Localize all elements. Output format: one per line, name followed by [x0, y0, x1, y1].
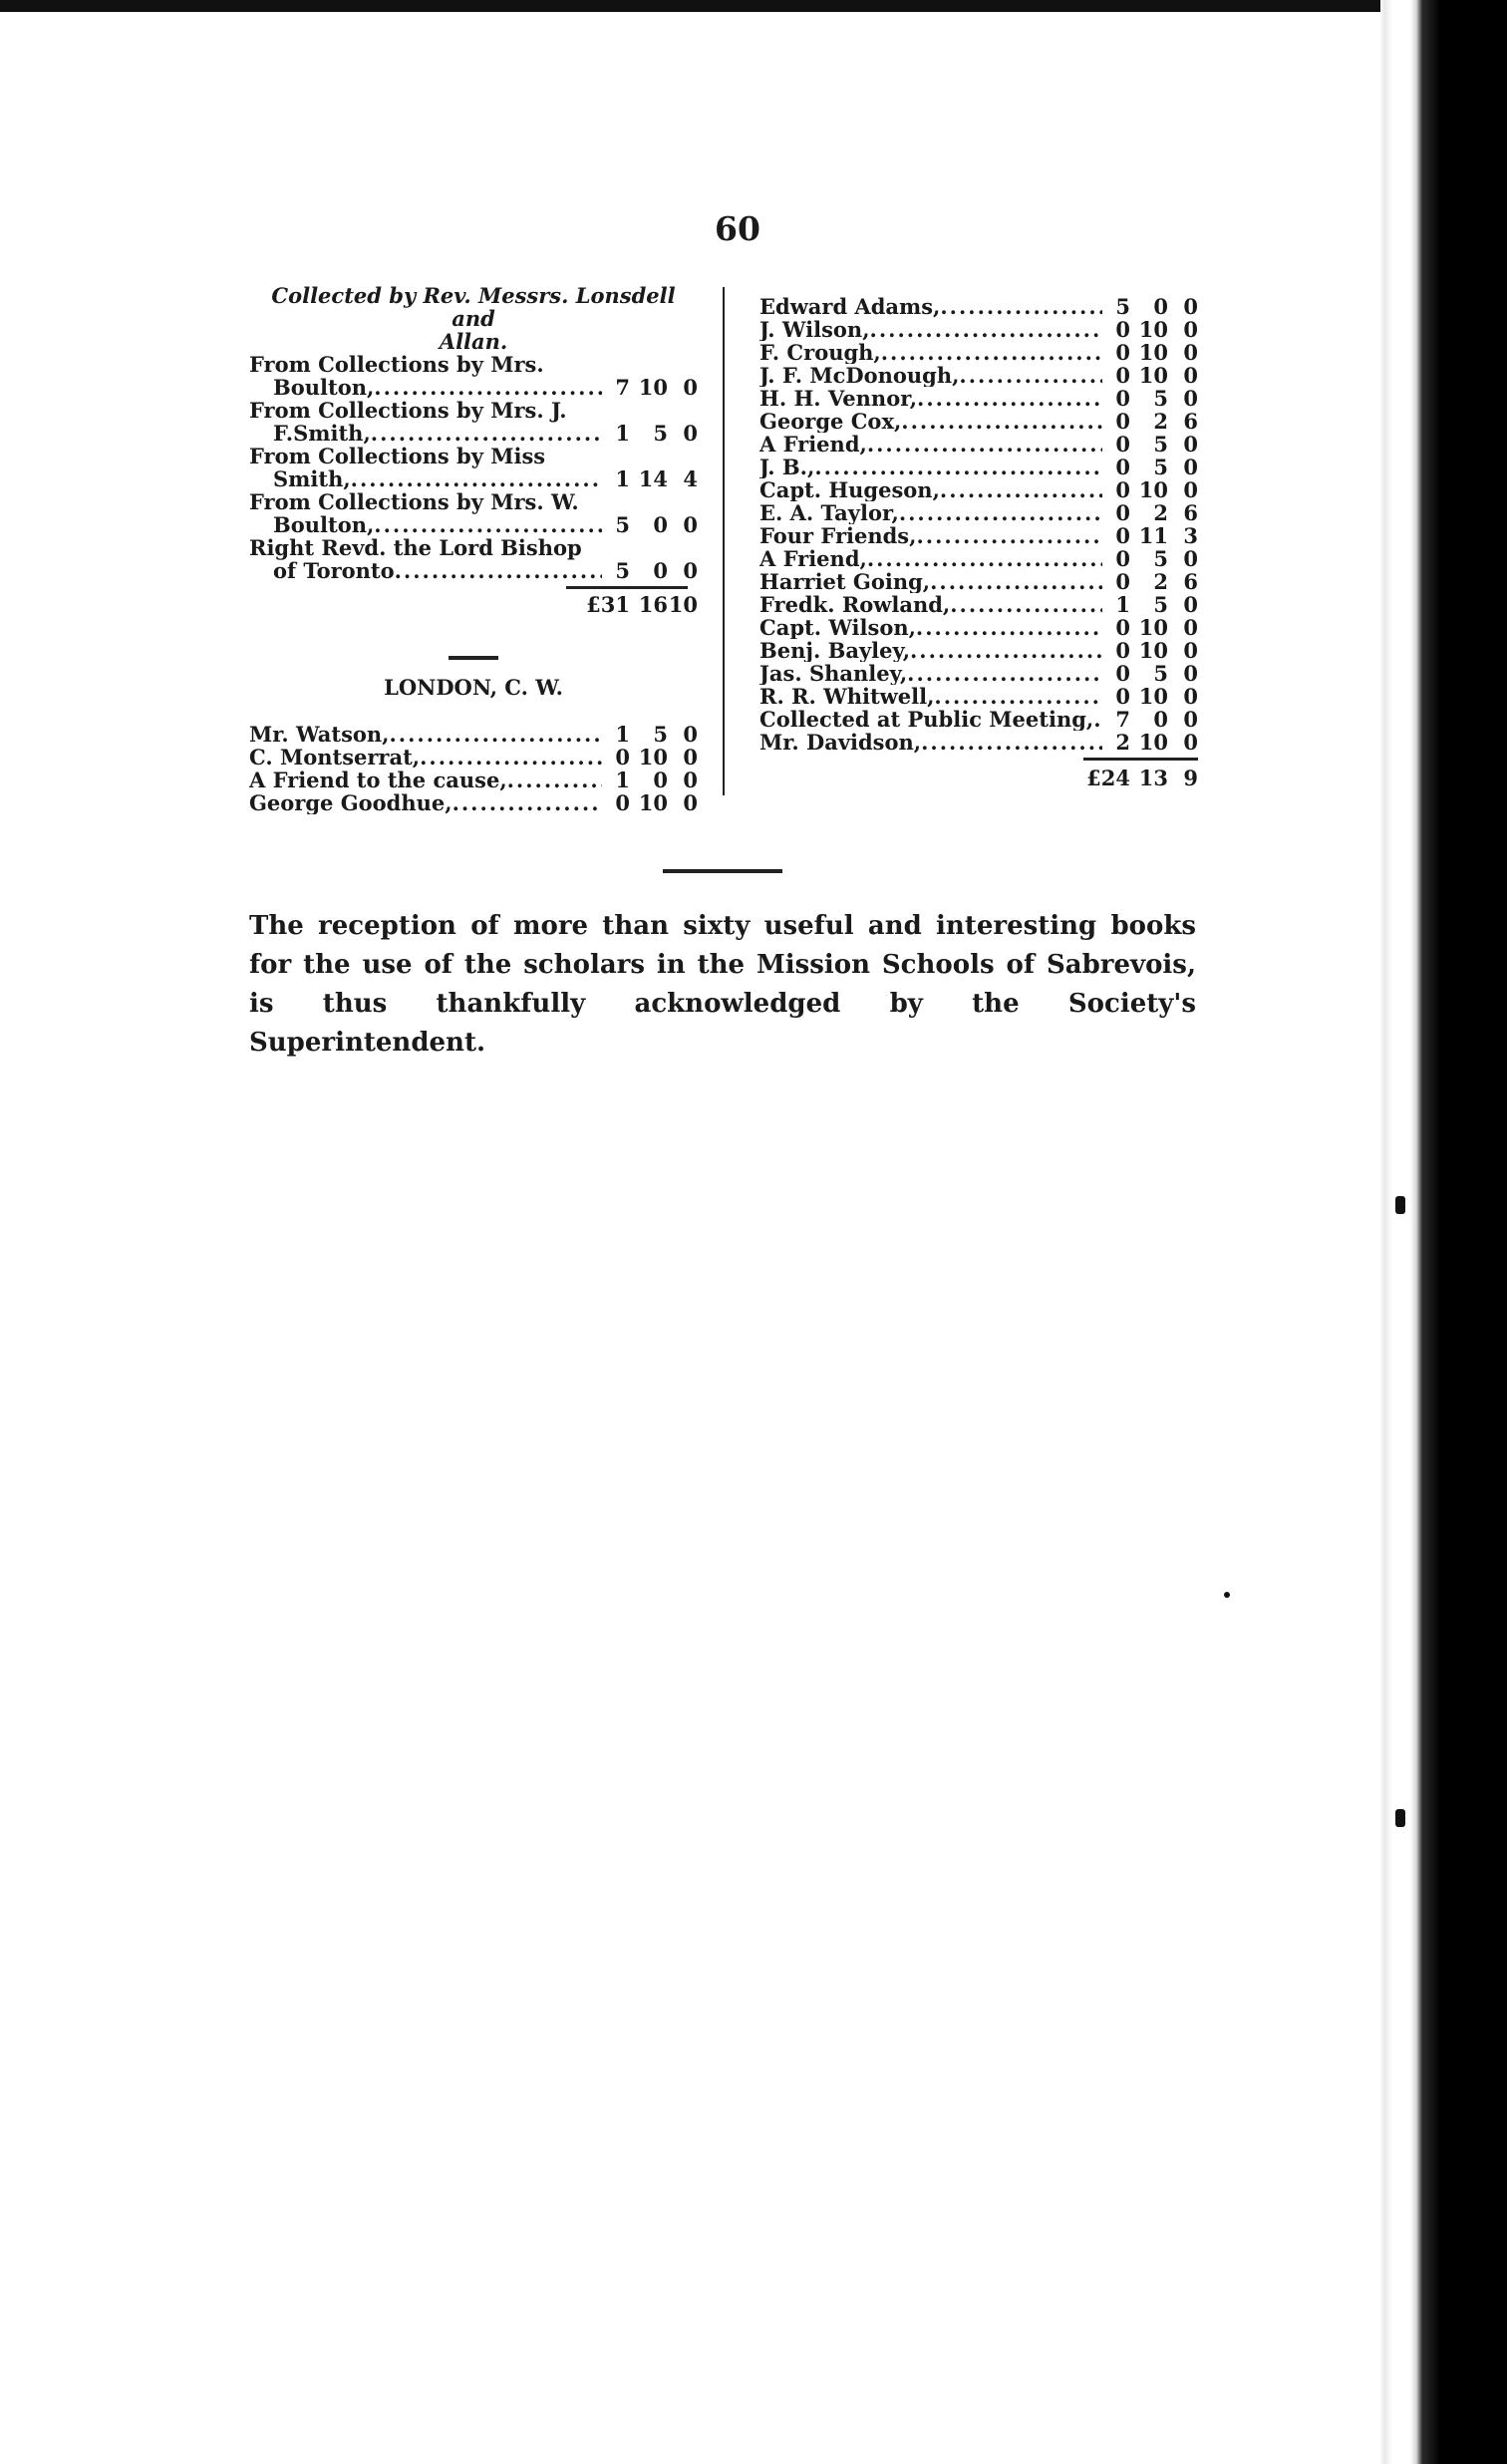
- entry-line: [249, 513, 698, 536]
- amount-pounds: 0: [1115, 477, 1130, 502]
- amount: [1102, 410, 1198, 433]
- amount-shillings: 0: [1153, 707, 1168, 732]
- amount-pounds: 0: [1115, 569, 1130, 594]
- entry-line: [249, 467, 698, 490]
- amount-pence: 0: [1183, 661, 1198, 686]
- donor-name: [759, 318, 1102, 341]
- donor-name-text: E. A. Taylor,: [759, 501, 899, 524]
- amount-shillings: 5: [653, 421, 668, 446]
- entry-line: From Collections by Mrs.: [249, 352, 544, 377]
- donor-name-text: A Friend to the cause,: [249, 769, 507, 791]
- list-item: [759, 593, 1198, 616]
- donor-name: [759, 295, 1102, 318]
- amount: [1102, 731, 1198, 754]
- scan-top-border: [0, 0, 1507, 12]
- amount-pounds: 7: [1115, 707, 1130, 732]
- donor-name: [759, 639, 1102, 662]
- column-divider: [723, 287, 725, 795]
- amount-pence: 0: [1183, 477, 1198, 502]
- amount-pence: 0: [683, 768, 698, 792]
- section-heading: LONDON, C. W.: [384, 675, 563, 700]
- amount-shillings: 5: [1153, 546, 1168, 571]
- amount-shillings: 10: [1138, 317, 1168, 342]
- list-item: [759, 456, 1198, 478]
- donor-name: [759, 708, 1102, 731]
- entry-line: [249, 422, 698, 445]
- list-item: [759, 387, 1198, 410]
- amount-pounds: 0: [1115, 523, 1130, 548]
- donor-name-text: Fredk. Rowland,: [759, 593, 951, 616]
- list-item: [759, 570, 1198, 593]
- entry-line: From Collections by Miss: [249, 444, 546, 468]
- list-item: [759, 410, 1198, 433]
- amount-pence: 0: [1183, 294, 1198, 319]
- donor-name-text: A Friend,: [759, 433, 867, 456]
- list-item: [249, 723, 698, 746]
- amount-pence: 0: [683, 512, 698, 537]
- leader-dots: [901, 410, 1102, 433]
- amount: [602, 769, 698, 791]
- amount-shillings: 10: [638, 790, 668, 815]
- donor-name: [249, 791, 602, 814]
- amount-pounds: 1: [1115, 592, 1130, 617]
- leader-dots: [940, 295, 1102, 318]
- amount-pence: 0: [683, 790, 698, 815]
- list-item: [759, 478, 1198, 501]
- amount: [1102, 387, 1198, 410]
- scan-right-edge: [1380, 0, 1507, 2464]
- amount-pence: 6: [1183, 500, 1198, 525]
- donor-name: [759, 456, 1102, 478]
- list-item: [759, 501, 1198, 524]
- amount-shillings: 10: [1138, 638, 1168, 663]
- amount-pounds: 0: [1115, 500, 1130, 525]
- amount-pounds: 1: [615, 466, 630, 491]
- list-item: [759, 318, 1198, 341]
- donor-name: [759, 478, 1102, 501]
- entry-line: [249, 376, 698, 399]
- sum-rule: [566, 586, 688, 589]
- donor-name-text: of Toronto: [273, 559, 395, 582]
- leader-dots: [907, 662, 1102, 685]
- list-item: [249, 536, 698, 582]
- amount-pence: 0: [683, 421, 698, 446]
- amount-pence: 0: [1183, 707, 1198, 732]
- amount-shillings: 0: [653, 768, 668, 792]
- amount-pounds: 0: [1115, 684, 1130, 709]
- amount-pence: 0: [1183, 638, 1198, 663]
- right-total: [759, 767, 1198, 789]
- amount-pounds: 7: [615, 375, 630, 400]
- amount: [1102, 685, 1198, 708]
- entry-line: Right Revd. the Lord Bishop: [249, 535, 582, 560]
- leader-dots: [395, 559, 602, 582]
- amount-pounds: 0: [1115, 340, 1130, 365]
- donor-name: [759, 547, 1102, 570]
- amount: [1102, 295, 1198, 318]
- donor-name: [759, 731, 1102, 754]
- amount-pounds: 0: [615, 745, 630, 770]
- list-item: [759, 433, 1198, 456]
- donor-name-text: Capt. Wilson,: [759, 616, 916, 639]
- amount-shillings: 10: [638, 745, 668, 770]
- donor-name-text: J. Wilson,: [759, 318, 870, 341]
- entry-line: [249, 559, 698, 582]
- leader-dots: [867, 433, 1102, 456]
- amount-pence: 0: [1183, 592, 1198, 617]
- donor-name-text: A Friend,: [759, 547, 867, 570]
- donor-name: [759, 341, 1102, 364]
- amount: [602, 723, 698, 746]
- amount: [1102, 570, 1198, 593]
- amount-shillings: 0: [653, 558, 668, 583]
- amount-pounds: 0: [1115, 317, 1130, 342]
- amount-shillings: 11: [1138, 523, 1168, 548]
- leader-dots: [814, 456, 1102, 478]
- page-number: 60: [715, 209, 760, 248]
- amount-pounds: 0: [1115, 432, 1130, 457]
- amount-shillings: 5: [1153, 661, 1168, 686]
- donor-name: [249, 769, 602, 791]
- amount-pounds: 0: [1115, 386, 1130, 411]
- amount-pence: 3: [1183, 523, 1198, 548]
- amount-shillings: 10: [1138, 684, 1168, 709]
- amount-pence: 0: [1183, 730, 1198, 755]
- amount-pounds: 2: [1115, 730, 1130, 755]
- donor-name-text: George Goodhue,: [249, 791, 452, 814]
- total-pounds: £31: [586, 592, 630, 617]
- leader-dots: [867, 547, 1102, 570]
- amount-pence: 0: [1183, 684, 1198, 709]
- leader-dots: [870, 318, 1102, 341]
- amount: [602, 467, 698, 490]
- amount: [1102, 364, 1198, 387]
- donor-name-text: Capt. Hugeson,: [759, 478, 940, 501]
- left-column: [249, 284, 698, 814]
- donor-name-text: R. R. Whitwell,: [759, 685, 935, 708]
- donor-name: [759, 501, 1102, 524]
- donor-name: [759, 410, 1102, 433]
- leader-dots: [940, 478, 1102, 501]
- amount-pounds: 0: [1115, 546, 1130, 571]
- leader-dots: [507, 769, 602, 791]
- list-item: [249, 769, 698, 791]
- list-item: [249, 445, 698, 490]
- leader-dots: [950, 593, 1102, 616]
- section-divider: [663, 869, 782, 873]
- leader-dots: [374, 376, 602, 399]
- amount-shillings: 5: [1153, 386, 1168, 411]
- leader-dots: [899, 501, 1102, 524]
- amount-shillings: 5: [653, 722, 668, 747]
- amount: [602, 513, 698, 536]
- amount-shillings: 10: [638, 375, 668, 400]
- list-item: [759, 364, 1198, 387]
- entry-line: From Collections by Mrs. J.: [249, 398, 567, 423]
- donor-name-text: F.Smith,: [273, 422, 371, 445]
- amount: [1102, 547, 1198, 570]
- donor-name-text: Harriet Going,: [759, 570, 931, 593]
- amount-pence: 6: [1183, 569, 1198, 594]
- leader-dots: [934, 685, 1102, 708]
- list-item: [759, 708, 1198, 731]
- amount-shillings: 10: [1138, 730, 1168, 755]
- amount: [1102, 616, 1198, 639]
- donor-name: [249, 746, 602, 769]
- donor-name: [249, 723, 602, 746]
- list-item: [759, 639, 1198, 662]
- list-item: [759, 685, 1198, 708]
- acknowledgement-paragraph: The reception of more than sixty useful and interesting books for the use of the scholars in the Mission Schools of Sabrevois, is thus thankfully acknowledged by the Society's Superintendent.: [249, 911, 1196, 1058]
- donor-name-text: Collected at Public Meeting,.: [759, 708, 1101, 731]
- total-pence: 9: [1183, 766, 1198, 790]
- amount: [602, 559, 698, 582]
- donor-name-text: C. Montserrat,: [249, 746, 421, 769]
- leader-dots: [881, 341, 1102, 364]
- amount: [602, 746, 698, 769]
- donor-name: [759, 685, 1102, 708]
- donor-name-text: J. F. McDonough,: [759, 364, 960, 387]
- donor-name: [273, 467, 602, 490]
- amount-pounds: 5: [615, 512, 630, 537]
- amount-pence: 0: [683, 375, 698, 400]
- list-item: [759, 731, 1198, 754]
- london-entries: [249, 723, 698, 814]
- amount-pounds: 0: [1115, 455, 1130, 479]
- amount-pence: 0: [683, 745, 698, 770]
- amount-shillings: 14: [638, 466, 668, 491]
- donor-name: [273, 559, 602, 582]
- total-shillings: 13: [1138, 766, 1168, 790]
- amount-shillings: 5: [1153, 592, 1168, 617]
- donor-name: [759, 387, 1102, 410]
- amount-shillings: 10: [1138, 363, 1168, 388]
- list-item: [249, 399, 698, 445]
- amount-pence: 6: [1183, 409, 1198, 434]
- list-item: [249, 791, 698, 814]
- donor-name: [759, 570, 1102, 593]
- amount-shillings: 10: [1138, 340, 1168, 365]
- donor-name-text: Edward Adams,: [759, 295, 941, 318]
- donor-name: [273, 422, 602, 445]
- donor-name-text: Smith,: [273, 467, 351, 490]
- list-item: [759, 616, 1198, 639]
- amount-shillings: 5: [1153, 455, 1168, 479]
- amount-shillings: 10: [1138, 477, 1168, 502]
- amount: [1102, 524, 1198, 547]
- donor-name-text: George Cox,: [759, 410, 902, 433]
- entry-line: From Collections by Mrs. W.: [249, 489, 579, 514]
- donor-name-text: Four Friends,: [759, 524, 917, 547]
- scan-speck: [1224, 1592, 1230, 1598]
- total-pounds: £24: [1086, 766, 1130, 790]
- amount-shillings: 2: [1153, 569, 1168, 594]
- amount-pounds: 5: [615, 558, 630, 583]
- donor-name-text: Boulton,: [273, 376, 375, 399]
- leader-dots: [916, 616, 1102, 639]
- amount-pence: 0: [1183, 615, 1198, 640]
- donor-name-text: Boulton,: [273, 513, 375, 536]
- donor-name: [759, 616, 1102, 639]
- list-item: [249, 353, 698, 399]
- donor-name: [273, 513, 602, 536]
- right-entries: [759, 295, 1198, 754]
- list-item: [759, 295, 1198, 318]
- list-item: [759, 524, 1198, 547]
- heading-line: Collected by Rev. Messrs. Lonsdell and: [271, 283, 676, 331]
- amount-pence: 0: [1183, 363, 1198, 388]
- amount-shillings: 0: [1153, 294, 1168, 319]
- amount: [1102, 341, 1198, 364]
- heading-line: Allan.: [439, 329, 508, 354]
- donor-name: [273, 376, 602, 399]
- leader-dots: [420, 746, 602, 769]
- amount-pence: 0: [683, 558, 698, 583]
- binding-notch: [1395, 1196, 1405, 1214]
- section-rule: [449, 656, 498, 660]
- amount-pence: 0: [683, 722, 698, 747]
- amount-shillings: 5: [1153, 432, 1168, 457]
- amount-pence: 0: [1183, 317, 1198, 342]
- amount-shillings: 2: [1153, 409, 1168, 434]
- list-item: [249, 746, 698, 769]
- leader-dots: [959, 364, 1102, 387]
- leader-dots: [930, 570, 1102, 593]
- amount: [1102, 456, 1198, 478]
- donor-name-text: F. Crough,: [759, 341, 881, 364]
- donor-name-text: J. B.,: [759, 456, 815, 478]
- donor-name-text: Benj. Bayley,: [759, 639, 910, 662]
- amount-pounds: 0: [1115, 409, 1130, 434]
- donor-name-text: Jas. Shanley,: [759, 662, 908, 685]
- amount-pence: 0: [1183, 386, 1198, 411]
- list-item: [249, 490, 698, 536]
- amount: [602, 791, 698, 814]
- donor-name-text: Mr. Davidson,: [759, 731, 922, 754]
- amount: [602, 422, 698, 445]
- amount: [1102, 662, 1198, 685]
- leader-dots: [917, 387, 1102, 410]
- list-item: [759, 547, 1198, 570]
- donor-name: [759, 593, 1102, 616]
- donor-name: [759, 433, 1102, 456]
- donor-name-text: H. H. Vennor,: [759, 387, 918, 410]
- amount: [1102, 478, 1198, 501]
- amount-pounds: 1: [615, 722, 630, 747]
- amount-pounds: 0: [1115, 661, 1130, 686]
- leader-dots: [452, 791, 602, 814]
- leader-dots: [374, 513, 602, 536]
- leader-dots: [910, 639, 1102, 662]
- amount-shillings: 10: [1138, 615, 1168, 640]
- amount: [1102, 593, 1198, 616]
- amount-pounds: 0: [1115, 615, 1130, 640]
- amount-pounds: 1: [615, 768, 630, 792]
- amount-pounds: 5: [1115, 294, 1130, 319]
- list-item: [759, 662, 1198, 685]
- donor-name-text: Mr. Watson,: [249, 723, 390, 746]
- amount: [1102, 318, 1198, 341]
- collection-heading: [249, 284, 698, 353]
- leader-dots: [389, 723, 602, 746]
- amount-pounds: 0: [1115, 638, 1130, 663]
- amount-shillings: 0: [653, 512, 668, 537]
- total-pence: 10: [668, 592, 698, 617]
- amount-pence: 4: [683, 466, 698, 491]
- total-shillings: 16: [638, 592, 668, 617]
- leader-dots: [371, 422, 602, 445]
- amount: [1102, 639, 1198, 662]
- amount: [1102, 501, 1198, 524]
- amount: [602, 376, 698, 399]
- list-item: [759, 341, 1198, 364]
- leader-dots: [351, 467, 602, 490]
- amount-pence: 0: [1183, 455, 1198, 479]
- leader-dots: [921, 731, 1102, 754]
- left-total: [249, 593, 698, 616]
- donor-name: [759, 662, 1102, 685]
- donor-name: [759, 364, 1102, 387]
- amount-shillings: 2: [1153, 500, 1168, 525]
- sum-rule: [1083, 758, 1198, 761]
- amount-pounds: 0: [615, 790, 630, 815]
- amount-pence: 0: [1183, 432, 1198, 457]
- amount-pounds: 0: [1115, 363, 1130, 388]
- leader-dots: [916, 524, 1102, 547]
- amount-pence: 0: [1183, 546, 1198, 571]
- left-entries: [249, 353, 698, 582]
- donor-name: [759, 524, 1102, 547]
- right-column: [759, 295, 1198, 789]
- amount-pounds: 1: [615, 421, 630, 446]
- binding-notch: [1395, 1809, 1405, 1827]
- amount: [1102, 433, 1198, 456]
- amount: [1102, 708, 1198, 731]
- amount-pence: 0: [1183, 340, 1198, 365]
